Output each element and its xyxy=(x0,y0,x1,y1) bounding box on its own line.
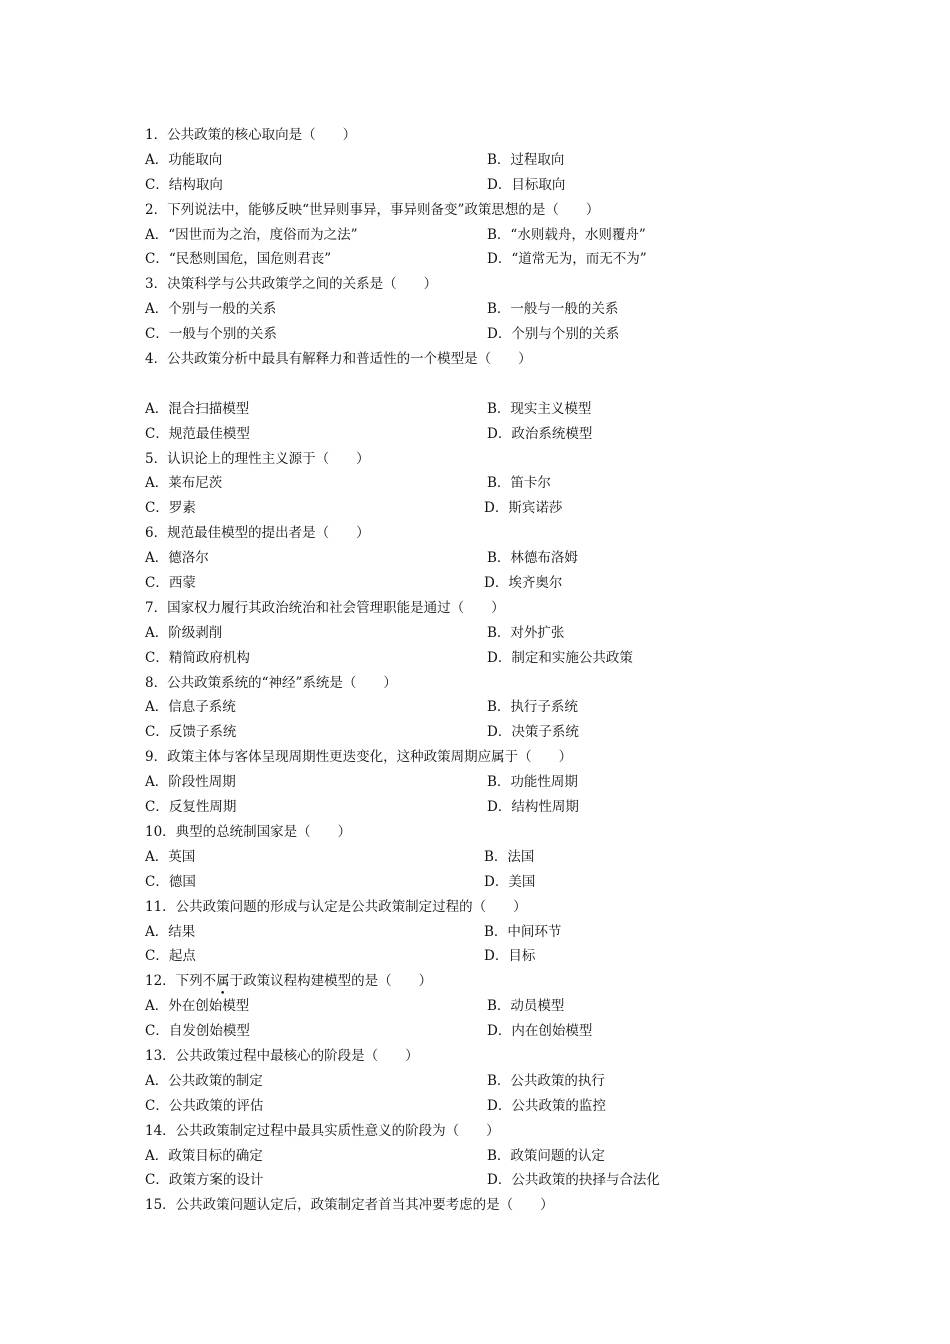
option-row xyxy=(145,1144,705,1169)
option-row xyxy=(145,173,705,198)
option-row xyxy=(145,397,705,422)
question-stem xyxy=(145,447,705,472)
question-13-stem: 13．公共政策过程中最核心的阶段是（ ） xyxy=(145,1047,419,1064)
question-stem xyxy=(145,895,705,920)
option-b: B．公共政策的执行 xyxy=(487,1072,605,1089)
option-a: A．信息子系统 xyxy=(145,699,236,716)
option-row xyxy=(145,571,705,596)
option-a: A．莱布尼茨 xyxy=(145,475,223,492)
option-row xyxy=(145,1069,705,1094)
question-stem xyxy=(145,820,705,845)
option-a: A．混合扫描模型 xyxy=(145,400,250,417)
option-row xyxy=(145,297,705,322)
question-stem xyxy=(145,671,705,696)
exam-document xyxy=(145,123,705,1218)
question-stem xyxy=(145,969,705,1000)
option-c: C．反复性周期 xyxy=(145,799,237,816)
option-d: D．美国 xyxy=(484,873,536,890)
option-b: B．林德布洛姆 xyxy=(487,550,578,567)
option-b: B．“水则载舟，水则覆舟” xyxy=(487,226,646,243)
option-a: A．阶段性周期 xyxy=(145,774,236,791)
option-b: B．对外扩张 xyxy=(487,624,565,641)
question-stem xyxy=(145,347,705,372)
option-d: D．斯宾诺莎 xyxy=(484,500,563,517)
option-d: D．目标 xyxy=(484,948,536,965)
option-row xyxy=(145,496,705,521)
option-row xyxy=(145,646,705,671)
question-3-stem: 3．决策科学与公共政策学之间的关系是（ ） xyxy=(145,276,438,293)
option-c: C．规范最佳模型 xyxy=(145,425,250,442)
option-row xyxy=(145,471,705,496)
option-row xyxy=(145,1019,705,1044)
option-row xyxy=(145,621,705,646)
option-d: D．结构性周期 xyxy=(487,799,579,816)
question-stem xyxy=(145,272,705,297)
option-d: D．公共政策的监控 xyxy=(487,1097,606,1114)
option-d: D．政治系统模型 xyxy=(487,425,593,442)
option-b: B．功能性周期 xyxy=(487,774,578,791)
option-row xyxy=(145,148,705,173)
question-stem xyxy=(145,596,705,621)
option-a: A．公共政策的制定 xyxy=(145,1072,263,1089)
option-d: D．内在创始模型 xyxy=(487,1023,593,1040)
question-10-stem: 10．典型的总统制国家是（ ） xyxy=(145,823,352,840)
option-a: A．英国 xyxy=(145,848,196,865)
emphasis-dot: • xyxy=(220,989,226,1000)
option-row xyxy=(145,322,705,347)
option-c: C．公共政策的评估 xyxy=(145,1097,264,1114)
option-b: B．笛卡尔 xyxy=(487,475,551,492)
option-a: A．“因世而为之治，度俗而为之法” xyxy=(145,226,358,243)
option-b: B．中间环节 xyxy=(484,923,562,940)
option-row xyxy=(145,546,705,571)
option-row xyxy=(145,920,705,945)
option-c: C．罗素 xyxy=(145,500,196,517)
question-6-stem: 6．规范最佳模型的提出者是（ ） xyxy=(145,525,370,542)
option-b: B．法国 xyxy=(484,848,535,865)
option-c: C．“民愁则国危，国危则君丧” xyxy=(145,251,332,268)
question-stem xyxy=(145,123,705,148)
question-stem xyxy=(145,745,705,770)
option-b: B．过程取向 xyxy=(487,151,565,168)
option-row xyxy=(145,422,705,447)
option-d: D．“道常无为，而无不为” xyxy=(487,251,647,268)
option-c: C．西蒙 xyxy=(145,575,196,592)
option-a: A．阶级剥削 xyxy=(145,624,223,641)
option-row xyxy=(145,223,705,248)
option-d: D．制定和实施公共政策 xyxy=(487,649,633,666)
blank-line xyxy=(145,372,705,397)
option-b: B．执行子系统 xyxy=(487,699,578,716)
option-row xyxy=(145,795,705,820)
option-c: C．起点 xyxy=(145,948,196,965)
option-c: C．反馈子系统 xyxy=(145,724,237,741)
option-row xyxy=(145,994,705,1019)
option-row xyxy=(145,870,705,895)
option-row xyxy=(145,1168,705,1193)
option-d: D．公共政策的抉择与合法化 xyxy=(487,1172,660,1189)
option-b: B．政策问题的认定 xyxy=(487,1147,605,1164)
option-d: D．个别与个别的关系 xyxy=(487,326,620,343)
question-14-stem: 14．公共政策制定过程中最具实质性意义的阶段为（ ） xyxy=(145,1122,500,1139)
option-row xyxy=(145,944,705,969)
option-c: C．精简政府机构 xyxy=(145,649,250,666)
option-row xyxy=(145,695,705,720)
option-a: A．功能取向 xyxy=(145,151,223,168)
option-b: B．动员模型 xyxy=(487,998,565,1015)
question-2-stem: 2．下列说法中，能够反映“世异则事异，事异则备变”政策思想的是（ ） xyxy=(145,201,600,218)
option-d: D．目标取向 xyxy=(487,176,566,193)
question-stem xyxy=(145,521,705,546)
option-c: C．政策方案的设计 xyxy=(145,1172,264,1189)
question-stem xyxy=(145,198,705,223)
question-1-stem: 1．公共政策的核心取向是（ ） xyxy=(145,127,357,143)
option-row xyxy=(145,845,705,870)
option-c: C．德国 xyxy=(145,873,196,890)
option-d: D．埃齐奥尔 xyxy=(484,575,563,592)
option-d: D．决策子系统 xyxy=(487,724,579,741)
question-stem xyxy=(145,1193,705,1218)
option-a: A．德洛尔 xyxy=(145,550,209,567)
option-row xyxy=(145,1094,705,1119)
question-5-stem: 5．认识论上的理性主义源于（ ） xyxy=(145,450,370,467)
option-row xyxy=(145,770,705,795)
question-11-stem: 11．公共政策问题的形成与认定是公共政策制定过程的（ ） xyxy=(145,898,527,915)
question-9-stem: 9．政策主体与客体呈现周期性更迭变化，这种政策周期应属于（ ） xyxy=(145,749,573,766)
option-b: B．一般与一般的关系 xyxy=(487,301,619,318)
option-b: B．现实主义模型 xyxy=(487,400,592,417)
option-c: C．自发创始模型 xyxy=(145,1023,250,1040)
option-a: A．结果 xyxy=(145,923,196,940)
option-a: A．个别与一般的关系 xyxy=(145,301,277,318)
option-row xyxy=(145,247,705,272)
question-4-stem: 4．公共政策分析中最具有解释力和普适性的一个模型是（ ） xyxy=(145,351,532,368)
option-a: A．外在创始模型 xyxy=(145,998,250,1015)
question-stem xyxy=(145,1044,705,1069)
question-stem xyxy=(145,1119,705,1144)
question-12-stem: 12．下列不属于政策议程构建模型的是（ ） xyxy=(145,973,433,990)
option-a: A．政策目标的确定 xyxy=(145,1147,263,1164)
question-8-stem: 8．公共政策系统的“神经”系统是（ ） xyxy=(145,674,397,691)
option-row xyxy=(145,720,705,745)
option-c: C．结构取向 xyxy=(145,176,223,193)
question-15-stem: 15．公共政策问题认定后，政策制定者首当其冲要考虑的是（ ） xyxy=(145,1197,554,1214)
question-7-stem: 7．国家权力履行其政治统治和社会管理职能是通过（ ） xyxy=(145,599,505,616)
option-c: C．一般与个别的关系 xyxy=(145,326,277,343)
